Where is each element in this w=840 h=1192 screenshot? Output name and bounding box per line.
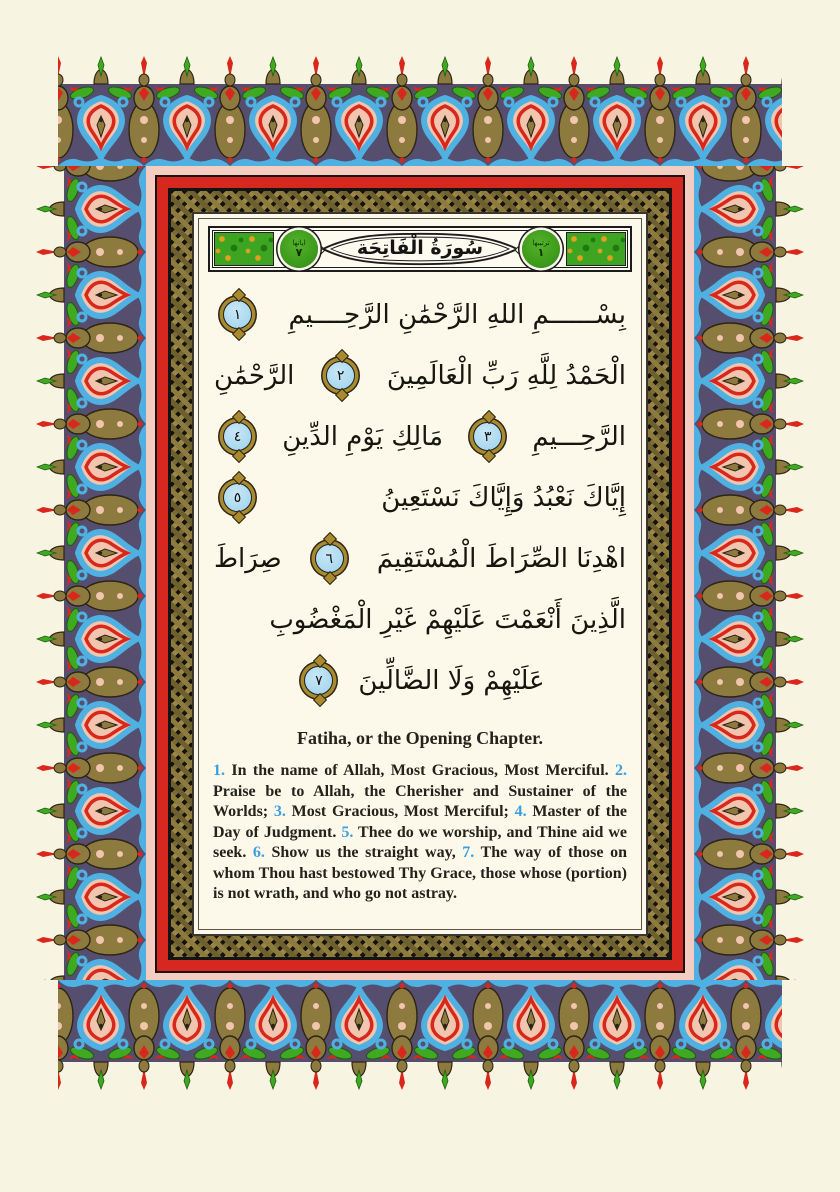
arabic-verses-block [194, 284, 646, 711]
ornament-panel-right [566, 232, 626, 266]
arabic-verse-line [200, 345, 640, 406]
translation-verse-number: 3. [273, 803, 292, 820]
arabic-text: الَّذِينَ أَنْعَمْتَ عَلَيْهِمْ غَيْرِ الْمَغْضُوبِ [269, 604, 626, 635]
arabic-text: عَلَيْهِمْ وَلَا الضَّالِّينَ [358, 665, 545, 696]
ornate-border-right [694, 166, 804, 980]
translation-verse-text: Most Gracious, Most Merciful; [291, 803, 515, 820]
translation-verse-text: Master of the Day of Judgment. [213, 803, 628, 841]
verse-count-medallion [280, 230, 318, 268]
verse-end-medallion: ٥ [223, 483, 252, 512]
translation-verse-number: 4. [514, 803, 533, 820]
translation-verse-text: Thee do we worship, and Thine aid we seek. [213, 823, 627, 861]
surah-title: سُورَةُ الْفَاتِحَة [356, 237, 484, 259]
arabic-verse-line [200, 528, 640, 589]
arabic-text: اهْدِنَا الصِّرَاطَ الْمُسْتَقِيمَ [376, 543, 626, 574]
page-content [192, 212, 648, 936]
translation-verse-text: The way of those on whom Thou hast bestowed Thy Grace, those whose (portion) is not wrath, and who go not astray. [213, 844, 627, 902]
arabic-verse-line [200, 589, 640, 650]
translation-paragraph [213, 761, 627, 905]
translation-verse-number: 7. [462, 844, 481, 861]
ornate-border-top [58, 56, 782, 166]
arabic-text: صِرَاطَ [214, 543, 282, 574]
translation-verse-number: 5. [341, 823, 359, 841]
arabic-verse-line [200, 467, 640, 528]
verse-end-medallion: ٦ [315, 544, 344, 573]
verse-count-value: ٧ [295, 246, 303, 259]
verse-end-medallion: ٢ [326, 361, 355, 390]
verse-end-medallion: ١ [223, 300, 252, 329]
arabic-text: الْحَمْدُ لِلَّهِ رَبِّ الْعَالَمِينَ [386, 360, 626, 391]
ornament-panel-left [214, 232, 274, 266]
ornate-border-left [36, 166, 146, 980]
translation-verse-number: 2. [615, 762, 628, 779]
verse-end-medallion: ٤ [223, 422, 252, 451]
ornate-border-bottom [58, 980, 782, 1090]
verse-end-medallion: ٣ [473, 422, 502, 451]
arabic-text: إِيَّاكَ نَعْبُدُ وَإِيَّاكَ نَسْتَعِينُ [381, 482, 626, 513]
translation-verse-text: In the name of Allah, Most Gracious, Most Merciful. [231, 762, 616, 779]
surah-order-medallion [522, 230, 560, 268]
arabic-verse-line [200, 284, 640, 345]
arabic-verse-line [200, 650, 640, 711]
translation-verse-number: 6. [252, 844, 272, 861]
surah-order-label: ترتيبها [532, 239, 550, 247]
surah-title-cartouche [208, 226, 632, 272]
translation-verse-text: Praise be to Allah, the Cherisher and Sustainer of the Worlds; [213, 782, 627, 820]
translation-verse-number: 1. [213, 762, 232, 779]
arabic-text: بِسْــــــمِ اللهِ الرَّحْمَٰنِ الرَّحِــــيمِ [288, 299, 626, 330]
translation-heading: Fatiha, or the Opening Chapter. [296, 728, 544, 748]
verse-end-medallion: ٧ [304, 666, 333, 695]
surah-order-value: ١ [537, 246, 545, 259]
arabic-verse-line [200, 406, 640, 467]
arabic-text: الرَّحِـــيمِ [532, 421, 626, 452]
translation-verse-text: Show us the straight way, [271, 844, 463, 861]
verse-count-label: اياتها [292, 239, 306, 247]
title-lens [320, 231, 520, 267]
arabic-text: الرَّحْمَٰنِ [214, 360, 295, 391]
arabic-text: مَالِكِ يَوْمِ الدِّينِ [282, 421, 444, 452]
